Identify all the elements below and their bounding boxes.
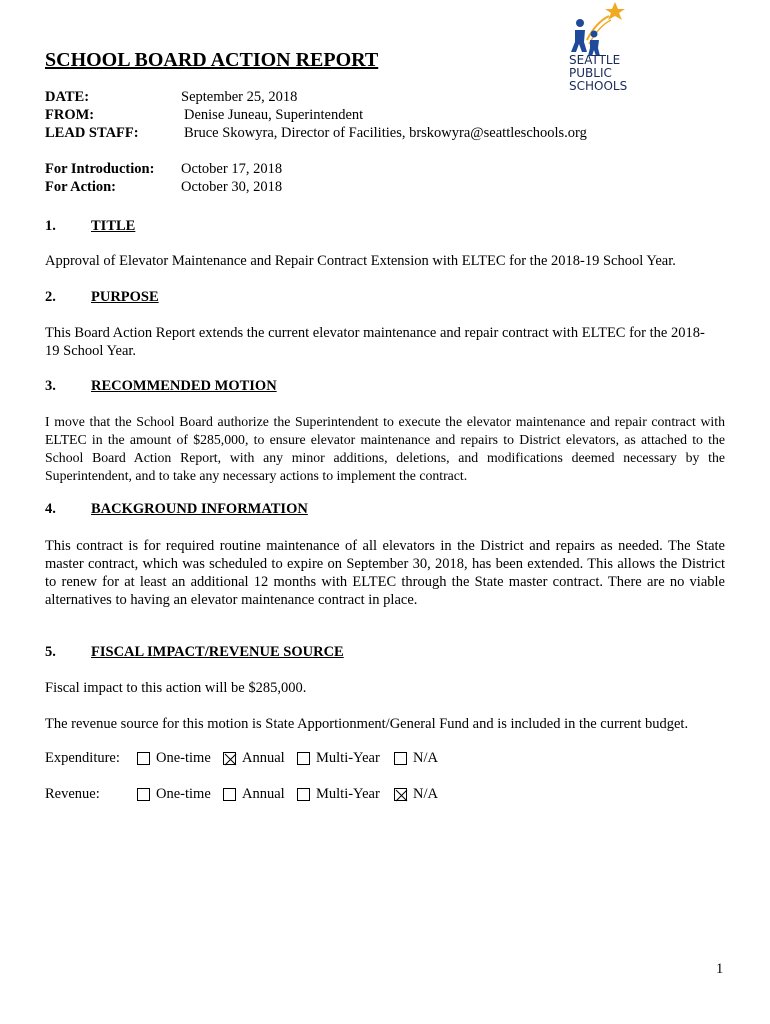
lead-staff-value: Bruce Skowyra, Director of Facilities, brskowyra@seattleschools.org — [184, 125, 587, 141]
action-date: October 30, 2018 — [181, 179, 283, 195]
section-2-heading: PURPOSE — [91, 289, 159, 305]
logo-text-seattle: SEATTLE — [569, 53, 621, 67]
expenditure-multiyear-checkbox[interactable] — [297, 752, 310, 765]
section-4-body: This contract is for required routine maintenance of all elevators in the District and repairs as needed. The State master contract, which was scheduled to expire on September 30, 2018, has been extended. This allows the District to renew for at least an additional 12 months with ELTEC through the State master contract. There are no viable alternatives to having an elevator maintenance contract in place. — [45, 538, 725, 608]
report-title: SCHOOL BOARD ACTION REPORT — [45, 49, 379, 71]
checkbox-x-icon — [395, 789, 408, 802]
revenue-onetime-label: One-time — [156, 786, 211, 802]
seattle-public-schools-logo — [563, 0, 633, 98]
revenue-annual-checkbox[interactable] — [223, 788, 236, 801]
expenditure-multiyear-label: Multi-Year — [316, 750, 380, 766]
from-label: FROM: — [45, 107, 95, 123]
revenue-label: Revenue: — [45, 786, 100, 802]
date-label: DATE: — [45, 89, 90, 105]
section-4-heading: BACKGROUND INFORMATION — [91, 501, 308, 517]
expenditure-onetime-label: One-time — [156, 750, 211, 766]
section-3-body: I move that the School Board authorize the Superintendent to execute the elevator maintenance and repair contract with ELTEC in the amount of $285,000, to ensure elevator maintenance and repairs to District elevators, as attached to the School Board Action Report, with any minor additions, deletions, and modifications deemed necessary by the Superintendent, and to take any necessary actions to implement the contract. — [45, 414, 725, 483]
expenditure-annual-label: Annual — [242, 750, 285, 766]
introduction-date: October 17, 2018 — [181, 161, 283, 177]
lead-staff-label: LEAD STAFF: — [45, 125, 139, 141]
logo-text-public: PUBLIC — [569, 66, 612, 80]
date-value: September 25, 2018 — [181, 89, 298, 105]
section-3-number: 3. — [45, 378, 56, 394]
fiscal-impact-text: Fiscal impact to this action will be $285,000. — [45, 680, 307, 696]
section-1-body: Approval of Elevator Maintenance and Repair Contract Extension with ELTEC for the 2018-19 School Year. — [45, 253, 676, 269]
revenue-na-checkbox[interactable] — [394, 788, 407, 801]
page-number: 1 — [716, 961, 724, 977]
expenditure-annual-checkbox[interactable] — [223, 752, 236, 765]
action-label: For Action: — [45, 179, 117, 195]
revenue-na-label: N/A — [413, 786, 438, 802]
section-5-number: 5. — [45, 644, 56, 660]
checkbox-x-icon — [224, 753, 237, 766]
section-1-heading: TITLE — [91, 218, 136, 234]
section-2-number: 2. — [45, 289, 56, 305]
expenditure-onetime-checkbox[interactable] — [137, 752, 150, 765]
from-value: Denise Juneau, Superintendent — [184, 107, 364, 123]
star-figures-icon — [567, 0, 627, 58]
revenue-source-text: The revenue source for this motion is State Apportionment/General Fund and is included in the current budget. — [45, 716, 689, 732]
expenditure-label: Expenditure: — [45, 750, 120, 766]
expenditure-na-label: N/A — [413, 750, 438, 766]
revenue-annual-label: Annual — [242, 786, 285, 802]
section-5-heading: FISCAL IMPACT/REVENUE SOURCE — [91, 644, 344, 660]
revenue-multiyear-checkbox[interactable] — [297, 788, 310, 801]
section-1-number: 1. — [45, 218, 56, 234]
section-2-body: This Board Action Report extends the current elevator maintenance and repair contract with ELTEC for the 2018-19 School Year. — [45, 325, 705, 359]
introduction-label: For Introduction: — [45, 161, 155, 177]
expenditure-na-checkbox[interactable] — [394, 752, 407, 765]
section-4-number: 4. — [45, 501, 56, 517]
logo-text-schools: SCHOOLS — [569, 79, 628, 93]
revenue-multiyear-label: Multi-Year — [316, 786, 380, 802]
section-3-heading: RECOMMENDED MOTION — [91, 378, 277, 394]
revenue-onetime-checkbox[interactable] — [137, 788, 150, 801]
